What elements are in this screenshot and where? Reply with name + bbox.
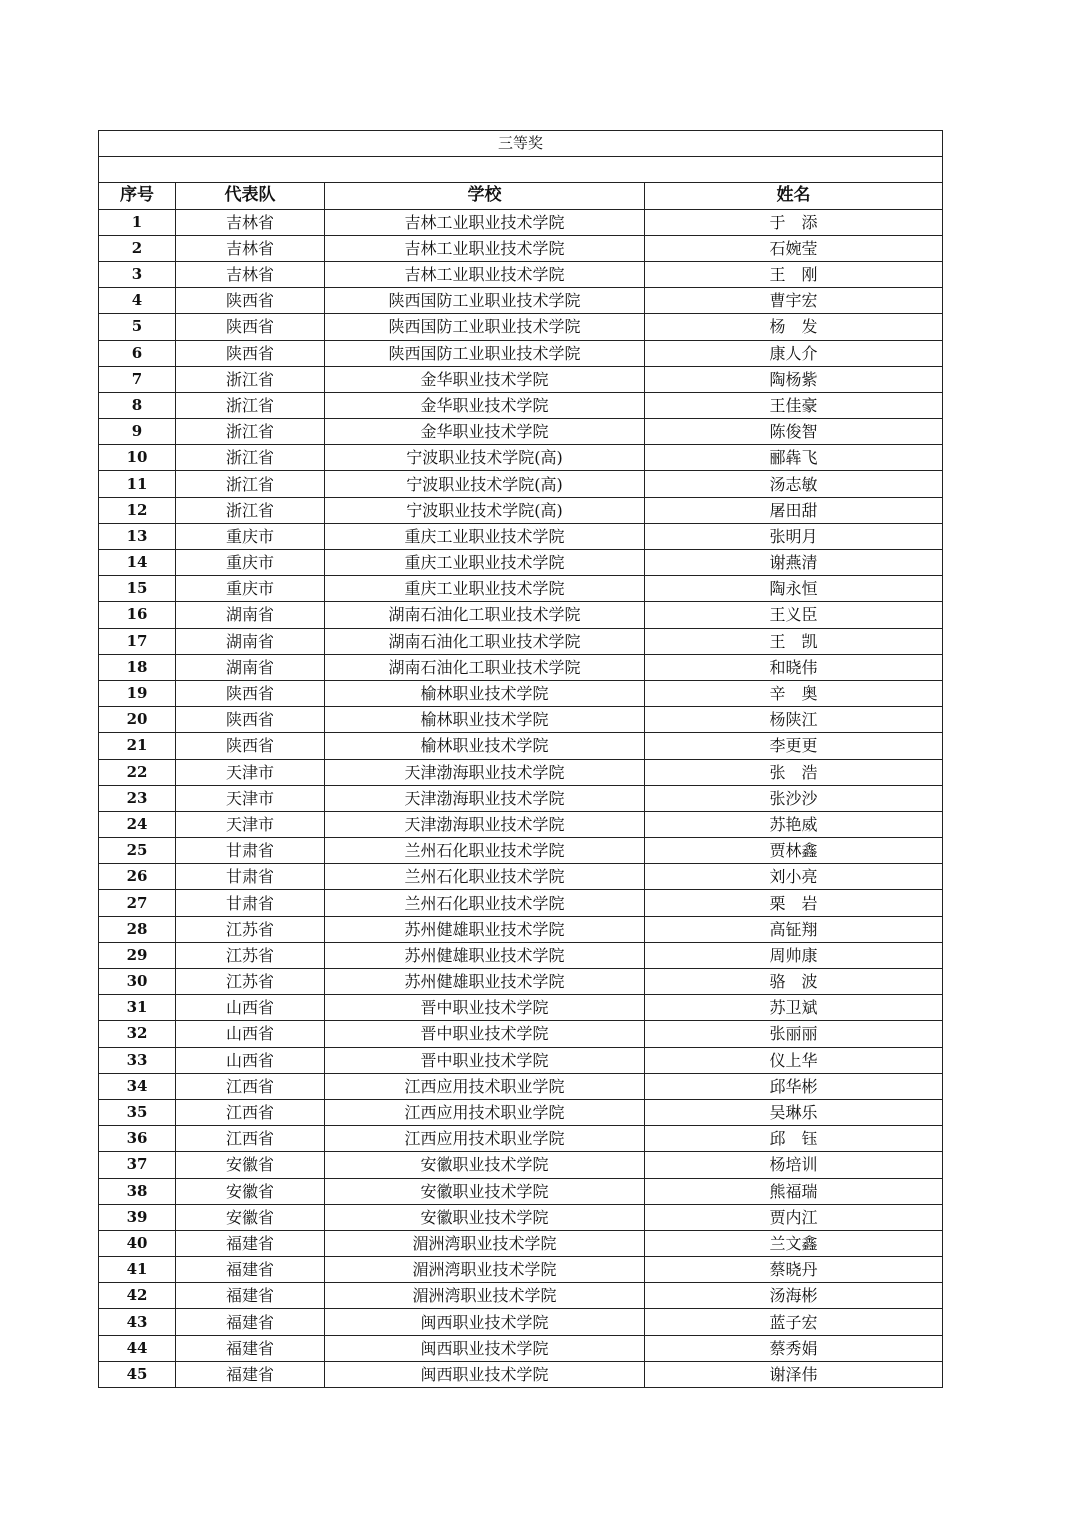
cell-school: 湄洲湾职业技术学院 <box>325 1257 645 1283</box>
cell-index: 22 <box>99 759 176 785</box>
cell-name: 和晓伟 <box>645 654 943 680</box>
cell-index: 6 <box>99 340 176 366</box>
cell-index: 7 <box>99 366 176 392</box>
cell-name: 周帅康 <box>645 942 943 968</box>
header-index: 序号 <box>99 183 176 209</box>
table-row <box>99 1283 943 1309</box>
table-row <box>99 235 943 261</box>
cell-name: 蓝子宏 <box>645 1309 943 1335</box>
cell-index: 42 <box>99 1283 176 1309</box>
table-row <box>99 838 943 864</box>
cell-index: 27 <box>99 890 176 916</box>
cell-school: 陕西国防工业职业技术学院 <box>325 340 645 366</box>
table-row <box>99 628 943 654</box>
cell-name: 兰文鑫 <box>645 1230 943 1256</box>
cell-school: 江西应用技术职业学院 <box>325 1126 645 1152</box>
cell-name: 蔡晓丹 <box>645 1257 943 1283</box>
table-row <box>99 995 943 1021</box>
cell-team: 浙江省 <box>176 419 325 445</box>
cell-name: 贾林鑫 <box>645 838 943 864</box>
cell-school: 天津渤海职业技术学院 <box>325 785 645 811</box>
cell-index: 44 <box>99 1335 176 1361</box>
cell-name: 高钲翔 <box>645 916 943 942</box>
table-row <box>99 550 943 576</box>
table-row <box>99 1099 943 1125</box>
cell-team: 福建省 <box>176 1335 325 1361</box>
cell-school: 湖南石油化工职业技术学院 <box>325 602 645 628</box>
cell-index: 16 <box>99 602 176 628</box>
cell-team: 浙江省 <box>176 392 325 418</box>
table-row <box>99 707 943 733</box>
cell-index: 25 <box>99 838 176 864</box>
table-row <box>99 602 943 628</box>
cell-name: 杨陕江 <box>645 707 943 733</box>
cell-name: 张丽丽 <box>645 1021 943 1047</box>
cell-school: 陕西国防工业职业技术学院 <box>325 314 645 340</box>
cell-school: 安徽职业技术学院 <box>325 1204 645 1230</box>
cell-team: 重庆市 <box>176 550 325 576</box>
cell-team: 吉林省 <box>176 261 325 287</box>
cell-school: 兰州石化职业技术学院 <box>325 864 645 890</box>
cell-school: 重庆工业职业技术学院 <box>325 523 645 549</box>
table-row <box>99 1047 943 1073</box>
cell-team: 吉林省 <box>176 209 325 235</box>
cell-team: 江苏省 <box>176 942 325 968</box>
table-row <box>99 1361 943 1387</box>
cell-school: 金华职业技术学院 <box>325 419 645 445</box>
cell-team: 重庆市 <box>176 576 325 602</box>
cell-name: 于 添 <box>645 209 943 235</box>
table-row <box>99 366 943 392</box>
cell-school: 安徽职业技术学院 <box>325 1152 645 1178</box>
cell-team: 浙江省 <box>176 366 325 392</box>
table-row <box>99 1309 943 1335</box>
title-row <box>99 131 943 157</box>
cell-team: 湖南省 <box>176 602 325 628</box>
cell-index: 24 <box>99 811 176 837</box>
cell-index: 26 <box>99 864 176 890</box>
table-row <box>99 471 943 497</box>
table-row <box>99 1257 943 1283</box>
cell-index: 10 <box>99 445 176 471</box>
cell-school: 湄洲湾职业技术学院 <box>325 1230 645 1256</box>
cell-name: 骆 波 <box>645 969 943 995</box>
cell-index: 5 <box>99 314 176 340</box>
cell-school: 湖南石油化工职业技术学院 <box>325 628 645 654</box>
cell-school: 兰州石化职业技术学院 <box>325 838 645 864</box>
table-row <box>99 785 943 811</box>
cell-name: 杨培训 <box>645 1152 943 1178</box>
cell-school: 宁波职业技术学院(高) <box>325 445 645 471</box>
cell-index: 11 <box>99 471 176 497</box>
table-row <box>99 733 943 759</box>
cell-name: 蔡秀娟 <box>645 1335 943 1361</box>
cell-name: 苏卫斌 <box>645 995 943 1021</box>
cell-team: 福建省 <box>176 1309 325 1335</box>
cell-name: 陶杨紫 <box>645 366 943 392</box>
cell-school: 江西应用技术职业学院 <box>325 1099 645 1125</box>
cell-team: 安徽省 <box>176 1152 325 1178</box>
cell-index: 2 <box>99 235 176 261</box>
cell-team: 安徽省 <box>176 1204 325 1230</box>
cell-school: 吉林工业职业技术学院 <box>325 261 645 287</box>
cell-team: 湖南省 <box>176 628 325 654</box>
table-row <box>99 340 943 366</box>
table-row <box>99 1204 943 1230</box>
blank-cell <box>99 157 943 183</box>
table-row <box>99 1021 943 1047</box>
cell-team: 甘肃省 <box>176 838 325 864</box>
cell-school: 陕西国防工业职业技术学院 <box>325 288 645 314</box>
cell-index: 31 <box>99 995 176 1021</box>
cell-name: 石婉莹 <box>645 235 943 261</box>
cell-school: 吉林工业职业技术学院 <box>325 235 645 261</box>
cell-team: 江西省 <box>176 1099 325 1125</box>
table-row <box>99 1230 943 1256</box>
blank-row <box>99 157 943 183</box>
cell-team: 陕西省 <box>176 340 325 366</box>
cell-index: 38 <box>99 1178 176 1204</box>
cell-team: 湖南省 <box>176 654 325 680</box>
cell-school: 金华职业技术学院 <box>325 366 645 392</box>
cell-name: 汤志敏 <box>645 471 943 497</box>
cell-team: 陕西省 <box>176 707 325 733</box>
table-row <box>99 1335 943 1361</box>
cell-name: 王佳豪 <box>645 392 943 418</box>
cell-team: 吉林省 <box>176 235 325 261</box>
table-row <box>99 1152 943 1178</box>
cell-index: 18 <box>99 654 176 680</box>
table-row <box>99 576 943 602</box>
cell-index: 21 <box>99 733 176 759</box>
cell-school: 金华职业技术学院 <box>325 392 645 418</box>
cell-index: 20 <box>99 707 176 733</box>
table-row <box>99 288 943 314</box>
header-school: 学校 <box>325 183 645 209</box>
cell-team: 浙江省 <box>176 471 325 497</box>
cell-school: 兰州石化职业技术学院 <box>325 890 645 916</box>
header-team: 代表队 <box>176 183 325 209</box>
cell-index: 1 <box>99 209 176 235</box>
cell-name: 陶永恒 <box>645 576 943 602</box>
table-row <box>99 811 943 837</box>
cell-team: 山西省 <box>176 1021 325 1047</box>
table-row <box>99 209 943 235</box>
cell-school: 天津渤海职业技术学院 <box>325 759 645 785</box>
table-row <box>99 261 943 287</box>
cell-name: 杨 发 <box>645 314 943 340</box>
cell-name: 康人介 <box>645 340 943 366</box>
table-row <box>99 419 943 445</box>
cell-team: 陕西省 <box>176 733 325 759</box>
cell-school: 安徽职业技术学院 <box>325 1178 645 1204</box>
cell-team: 山西省 <box>176 1047 325 1073</box>
cell-name: 曹宇宏 <box>645 288 943 314</box>
cell-name: 王 凯 <box>645 628 943 654</box>
cell-index: 41 <box>99 1257 176 1283</box>
cell-index: 4 <box>99 288 176 314</box>
cell-name: 张 浩 <box>645 759 943 785</box>
cell-school: 闽西职业技术学院 <box>325 1335 645 1361</box>
cell-index: 34 <box>99 1073 176 1099</box>
table-row <box>99 680 943 706</box>
cell-team: 江西省 <box>176 1126 325 1152</box>
table-row <box>99 1073 943 1099</box>
cell-school: 榆林职业技术学院 <box>325 680 645 706</box>
cell-index: 29 <box>99 942 176 968</box>
cell-team: 甘肃省 <box>176 890 325 916</box>
cell-index: 9 <box>99 419 176 445</box>
cell-school: 晋中职业技术学院 <box>325 1047 645 1073</box>
cell-school: 重庆工业职业技术学院 <box>325 576 645 602</box>
table-row <box>99 497 943 523</box>
cell-name: 吴琳乐 <box>645 1099 943 1125</box>
cell-index: 15 <box>99 576 176 602</box>
cell-name: 苏艳威 <box>645 811 943 837</box>
cell-school: 宁波职业技术学院(高) <box>325 497 645 523</box>
cell-name: 张沙沙 <box>645 785 943 811</box>
table-row <box>99 445 943 471</box>
table-row <box>99 523 943 549</box>
cell-name: 刘小亮 <box>645 864 943 890</box>
cell-team: 陕西省 <box>176 288 325 314</box>
cell-name: 邱华彬 <box>645 1073 943 1099</box>
cell-index: 30 <box>99 969 176 995</box>
cell-name: 辛 奥 <box>645 680 943 706</box>
table-row <box>99 1126 943 1152</box>
cell-name: 屠田甜 <box>645 497 943 523</box>
cell-index: 23 <box>99 785 176 811</box>
cell-index: 17 <box>99 628 176 654</box>
cell-school: 榆林职业技术学院 <box>325 733 645 759</box>
cell-team: 安徽省 <box>176 1178 325 1204</box>
cell-name: 张明月 <box>645 523 943 549</box>
cell-index: 36 <box>99 1126 176 1152</box>
cell-school: 晋中职业技术学院 <box>325 1021 645 1047</box>
cell-name: 郦犇飞 <box>645 445 943 471</box>
table-row <box>99 890 943 916</box>
cell-index: 12 <box>99 497 176 523</box>
cell-team: 浙江省 <box>176 445 325 471</box>
cell-name: 邱 钰 <box>645 1126 943 1152</box>
cell-team: 福建省 <box>176 1257 325 1283</box>
award-table <box>98 130 943 1388</box>
cell-index: 35 <box>99 1099 176 1125</box>
cell-team: 天津市 <box>176 759 325 785</box>
cell-school: 重庆工业职业技术学院 <box>325 550 645 576</box>
cell-school: 湖南石油化工职业技术学院 <box>325 654 645 680</box>
cell-school: 苏州健雄职业技术学院 <box>325 942 645 968</box>
cell-name: 王 刚 <box>645 261 943 287</box>
table-row <box>99 969 943 995</box>
cell-school: 吉林工业职业技术学院 <box>325 209 645 235</box>
cell-school: 闽西职业技术学院 <box>325 1309 645 1335</box>
table-row <box>99 314 943 340</box>
cell-index: 39 <box>99 1204 176 1230</box>
cell-team: 江苏省 <box>176 916 325 942</box>
cell-index: 45 <box>99 1361 176 1387</box>
cell-index: 28 <box>99 916 176 942</box>
cell-school: 苏州健雄职业技术学院 <box>325 916 645 942</box>
cell-index: 40 <box>99 1230 176 1256</box>
cell-index: 3 <box>99 261 176 287</box>
cell-index: 13 <box>99 523 176 549</box>
cell-index: 33 <box>99 1047 176 1073</box>
cell-team: 甘肃省 <box>176 864 325 890</box>
table-row <box>99 864 943 890</box>
cell-name: 谢泽伟 <box>645 1361 943 1387</box>
cell-name: 陈俊智 <box>645 419 943 445</box>
table-row <box>99 916 943 942</box>
table-row <box>99 759 943 785</box>
cell-name: 熊福瑞 <box>645 1178 943 1204</box>
cell-school: 天津渤海职业技术学院 <box>325 811 645 837</box>
cell-name: 汤海彬 <box>645 1283 943 1309</box>
cell-school: 榆林职业技术学院 <box>325 707 645 733</box>
cell-name: 王义臣 <box>645 602 943 628</box>
table-row <box>99 654 943 680</box>
cell-team: 陕西省 <box>176 680 325 706</box>
header-row <box>99 183 943 209</box>
cell-team: 江西省 <box>176 1073 325 1099</box>
cell-school: 苏州健雄职业技术学院 <box>325 969 645 995</box>
cell-school: 晋中职业技术学院 <box>325 995 645 1021</box>
cell-team: 浙江省 <box>176 497 325 523</box>
cell-school: 湄洲湾职业技术学院 <box>325 1283 645 1309</box>
cell-school: 宁波职业技术学院(高) <box>325 471 645 497</box>
table-row <box>99 942 943 968</box>
cell-name: 李更更 <box>645 733 943 759</box>
cell-index: 43 <box>99 1309 176 1335</box>
table-row <box>99 392 943 418</box>
cell-team: 天津市 <box>176 811 325 837</box>
cell-name: 栗 岩 <box>645 890 943 916</box>
cell-name: 贾内江 <box>645 1204 943 1230</box>
cell-school: 江西应用技术职业学院 <box>325 1073 645 1099</box>
cell-team: 福建省 <box>176 1230 325 1256</box>
cell-index: 8 <box>99 392 176 418</box>
table-row <box>99 1178 943 1204</box>
cell-team: 天津市 <box>176 785 325 811</box>
cell-name: 谢燕清 <box>645 550 943 576</box>
cell-name: 仪上华 <box>645 1047 943 1073</box>
cell-team: 江苏省 <box>176 969 325 995</box>
header-name: 姓名 <box>645 183 943 209</box>
cell-team: 陕西省 <box>176 314 325 340</box>
cell-team: 山西省 <box>176 995 325 1021</box>
cell-team: 重庆市 <box>176 523 325 549</box>
cell-index: 14 <box>99 550 176 576</box>
cell-index: 32 <box>99 1021 176 1047</box>
cell-team: 福建省 <box>176 1361 325 1387</box>
cell-school: 闽西职业技术学院 <box>325 1361 645 1387</box>
table-title: 三等奖 <box>99 131 943 157</box>
cell-team: 福建省 <box>176 1283 325 1309</box>
cell-index: 37 <box>99 1152 176 1178</box>
cell-index: 19 <box>99 680 176 706</box>
